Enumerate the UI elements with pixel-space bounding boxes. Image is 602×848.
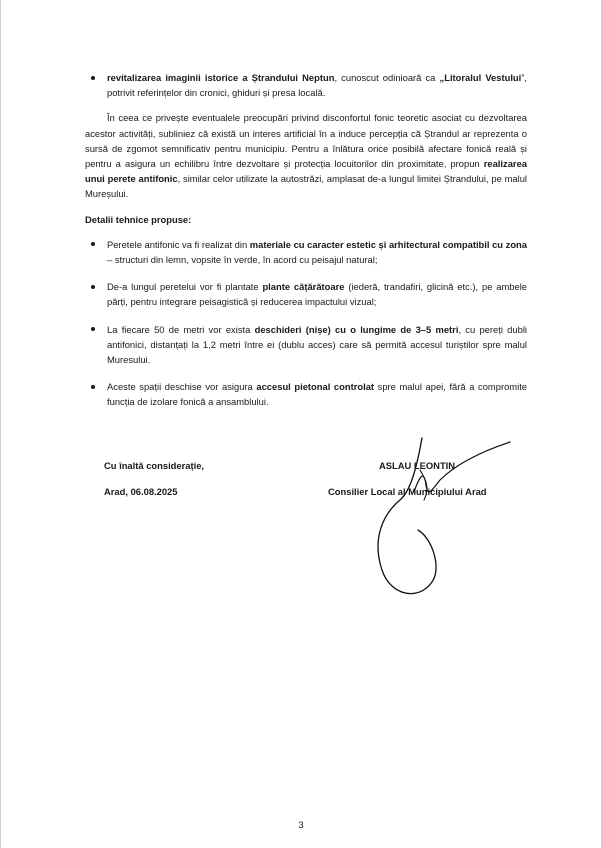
detail-item-1 <box>85 237 527 267</box>
bullet-item-neptun <box>85 70 527 100</box>
handwritten-signature <box>360 430 530 610</box>
paragraph-noise <box>85 110 527 201</box>
detail-item-2 <box>85 279 527 309</box>
section-heading: Detalii tehnice propuse: <box>85 213 192 225</box>
page-number: 3 <box>298 820 304 831</box>
bold-text: accesul pietonal controlat <box>256 381 375 393</box>
text: La fiecare 50 de metri vor exista <box>107 323 255 335</box>
signatory-role: Consilier Local al Municipiului Arad <box>328 486 487 497</box>
text: Aceste spații deschise vor asigura <box>107 381 257 393</box>
bold-text: realizarea unui perete antifonic <box>85 158 527 185</box>
detail-item-4 <box>85 379 527 409</box>
text: În ceea ce privește eventualele preocupări privind disconfortul fonic teoretic asociat cu dezvoltarea acestor activități, subliniez că există un interes artificial în a induce percepția că Ștrandul ar reprezenta o sursă de zgomot semnificativ pentru municipiu. Pentru a înlătura orice posibilă afectare fonică reală și pentru a asigura un echilibru între dezvoltare și protecția locuitorilor din proximitate, propun <box>85 112 527 170</box>
bold-text: plante cățărătoare <box>262 281 345 293</box>
bold-text: „Litoralul Vestului <box>439 72 522 83</box>
text: , cu pereți dubli antifonici, distanțați la 1,2 metri între ei (dublu acces) care să permită accesul turiștilor spre malul Muresului. <box>107 323 527 366</box>
bold-text: materiale cu caracter estetic și arhitectural compatibil cu zona <box>249 238 527 250</box>
bold-text: deschideri (nișe) cu o lungime de 3–5 metri <box>254 323 459 335</box>
text: (iederă, trandafiri, glicină etc.), pe ambele părți, pentru integrare peisagistică și reducerea impactului vizual; <box>107 281 527 308</box>
signatory-name: ASLAU LEONTIN <box>379 460 456 471</box>
detail-item-3 <box>85 322 527 368</box>
text: spre malul apei, fără a compromite funcția de izolare fonică a ansamblului. <box>107 381 528 408</box>
bold-text: revitalizarea imaginii istorice a Ștrandului Neptun <box>107 72 335 83</box>
text: ”, potrivit referințelor din cronici, ghiduri și presa locală. <box>107 72 527 99</box>
document-body <box>85 70 527 410</box>
text: – structuri din lemn, vopsite în verde, în acord cu peisajul natural; <box>107 254 378 266</box>
salutation: Cu înaltă considerație, <box>104 460 205 471</box>
place-date: Arad, 06.08.2025 <box>104 486 178 497</box>
text: , cunoscut odinioară ca <box>334 72 440 83</box>
text: De-a lungul peretelui vor fi plantate <box>107 281 263 293</box>
text: , similar celor utilizate la autostrăzi, amplasat de-a lungul limitei Ștrandului, pe malul Mureșului. <box>85 173 527 200</box>
text: Peretele antifonic va fi realizat din <box>107 238 250 250</box>
page-edge-left <box>0 0 1 848</box>
